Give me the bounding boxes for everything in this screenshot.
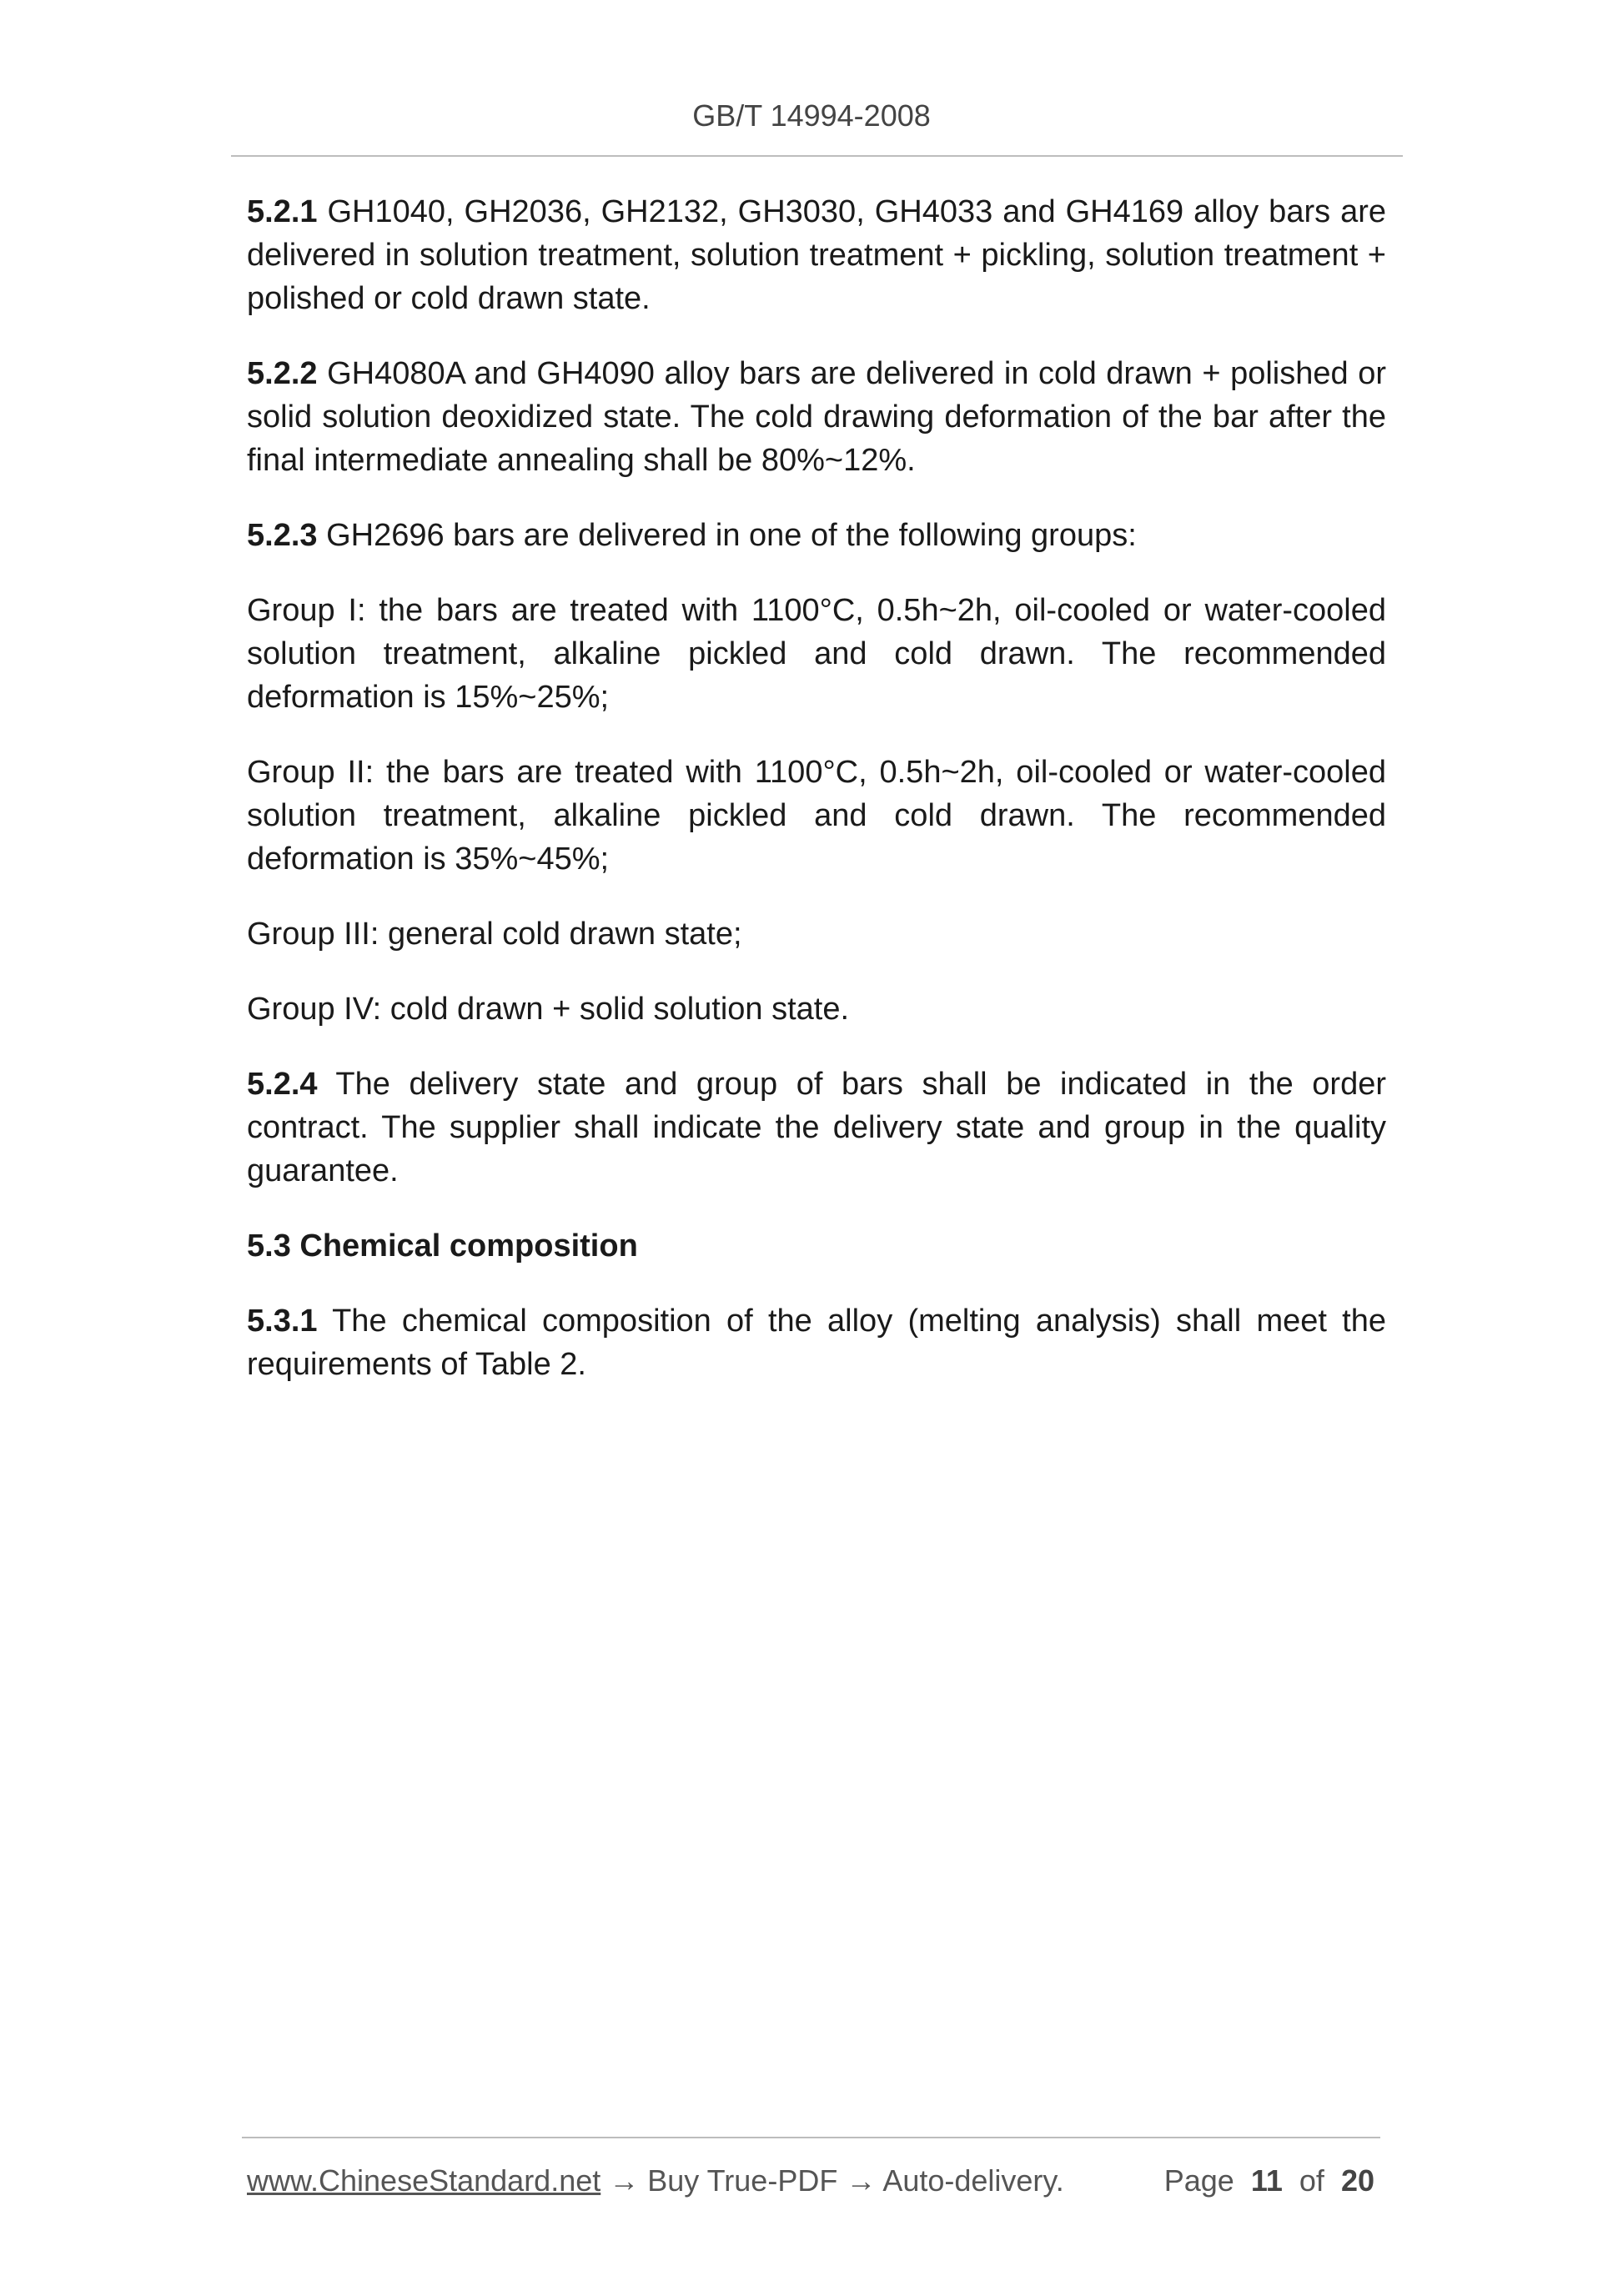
- clause-number: 5.2.3: [247, 518, 318, 553]
- total-pages-number: 20: [1340, 2163, 1374, 2198]
- clause-number: 5.3.1: [247, 1304, 318, 1339]
- paragraph-text: GH4080A and GH4090 alloy bars are delivered in cold drawn + polished or solid solution deoxidized state. The cold drawing deformation of the bar after the final intermediate annealing shall be 80%~12%.: [247, 356, 1386, 478]
- section-heading: 5.3 Chemical composition: [247, 1228, 638, 1264]
- clause-number: 5.2.1: [247, 194, 318, 229]
- paragraph-group-1: Group I: the bars are treated with 1100°C, 0.5h~2h, oil-cooled or water-cooled solution treatment, alkaline pickled and cold drawn. The recommended deformation is 15%~25%;: [247, 593, 1386, 715]
- paragraph-5-2-3: [247, 514, 1386, 557]
- paragraph-group-3: Group III: general cold drawn state;: [247, 917, 742, 952]
- paragraph-5-2-1: [247, 190, 1386, 320]
- paragraph-5-2-2: [247, 352, 1386, 482]
- paragraph-text: The chemical composition of the alloy (melting analysis) shall meet the requirements of Table 2.: [247, 1304, 1386, 1382]
- document-body: [247, 190, 1386, 1418]
- document-header-title: GB/T 14994-2008: [692, 98, 931, 133]
- paragraph-text: GH1040, GH2036, GH2132, GH3030, GH4033 and GH4169 alloy bars are delivered in solution treatment, solution treatment + pickling, solution treatment + polished or cold drawn state.: [247, 194, 1386, 316]
- paragraph-text: GH2696 bars are delivered in one of the following groups:: [317, 518, 1137, 553]
- clause-number: 5.2.4: [247, 1067, 318, 1102]
- page-indicator: [1164, 2160, 1374, 2202]
- footer-promo: [247, 2160, 1064, 2202]
- page-label: Page: [1163, 2163, 1234, 2198]
- paragraph-5-3-1: [247, 1299, 1386, 1386]
- paragraph-group-2: Group II: the bars are treated with 1100°C, 0.5h~2h, oil-cooled or water-cooled solution treatment, alkaline pickled and cold drawn. The recommended deformation is 35%~45%;: [247, 755, 1386, 877]
- paragraph-group-4: Group IV: cold drawn + solid solution state.: [247, 992, 850, 1027]
- of-label: of: [1299, 2163, 1324, 2198]
- footer-divider: [242, 2137, 1380, 2138]
- paragraph-text: The delivery state and group of bars shall be indicated in the order contract. The supplier shall indicate the delivery state and group in the quality guarantee.: [247, 1067, 1386, 1188]
- website-link[interactable]: www.ChineseStandard.net: [247, 2163, 601, 2198]
- paragraph-5-2-4: [247, 1063, 1386, 1193]
- clause-number: 5.2.2: [247, 356, 318, 391]
- footer-tagline: → Buy True-PDF → Auto-delivery.: [600, 2163, 1064, 2198]
- current-page-number: 11: [1250, 2163, 1283, 2198]
- header-divider: [231, 155, 1403, 157]
